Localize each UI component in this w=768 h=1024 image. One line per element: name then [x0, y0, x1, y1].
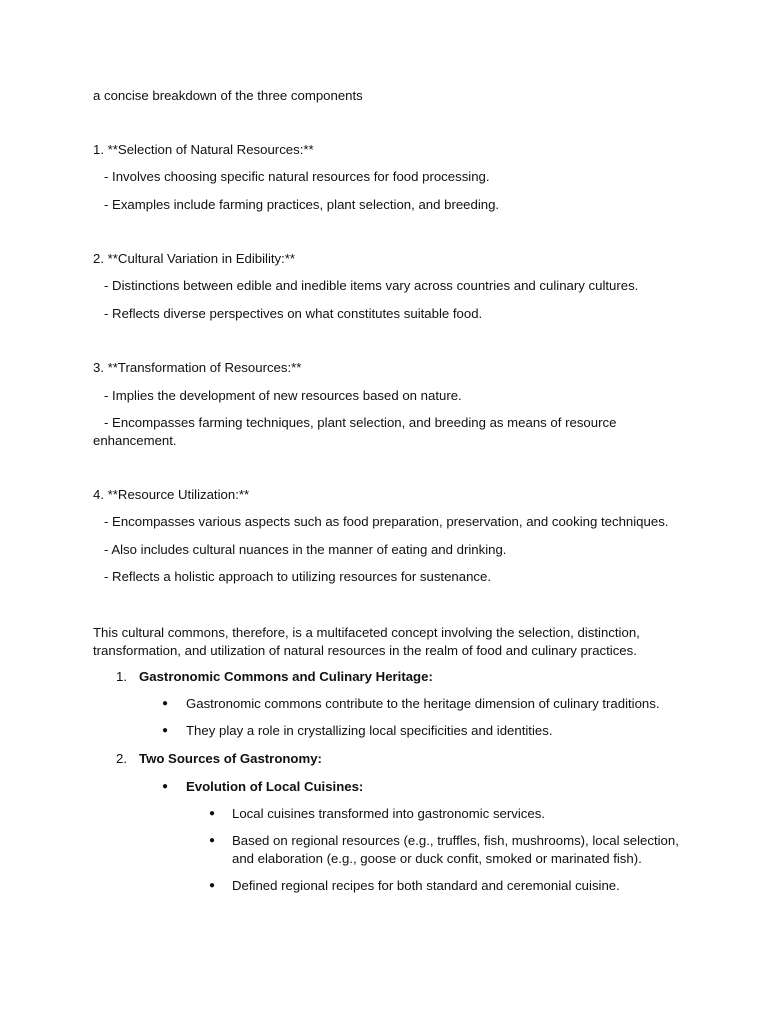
- section-2-item-2: - Reflects diverse perspectives on what constitutes suitable food.: [93, 306, 483, 321]
- section-4-item-3: - Reflects a holistic approach to utilizing resources for sustenance.: [93, 569, 492, 584]
- intro-line: a concise breakdown of the three components: [93, 88, 363, 103]
- list-item-2-subtitle: Evolution of Local Cuisines:: [186, 779, 364, 794]
- section-3-heading: 3. **Transformation of Resources:**: [93, 360, 302, 375]
- section-2-heading: 2. **Cultural Variation in Edibility:**: [93, 251, 296, 266]
- list-item-2-title: Two Sources of Gastronomy:: [139, 751, 322, 766]
- list-number-1: 1.: [116, 669, 127, 684]
- summary-paragraph: This cultural commons, therefore, is a multifaceted concept involving the selection, distinction, transformation, and utilization of natural resources in the realm of food and culinary practices.: [93, 625, 640, 658]
- section-3-item-2: - Encompasses farming techniques, plant selection, and breeding as means of resource enhancement.: [93, 415, 621, 448]
- section-1-heading: 1. **Selection of Natural Resources:**: [93, 142, 314, 157]
- bullet-icon: ●: [209, 880, 216, 891]
- bullet-icon: ●: [162, 725, 169, 736]
- list-number-2: 2.: [116, 751, 127, 766]
- list-item-1-title: Gastronomic Commons and Culinary Heritage:: [139, 669, 433, 684]
- bullet-icon: ●: [162, 698, 169, 709]
- bullet-icon: ●: [162, 781, 169, 792]
- list-item-1-bullet-2: They play a role in crystallizing local specificities and identities.: [186, 723, 553, 738]
- section-1-item-2: - Examples include farming practices, plant selection, and breeding.: [93, 197, 500, 212]
- list-item-1-bullet-1: Gastronomic commons contribute to the heritage dimension of culinary traditions.: [186, 696, 660, 711]
- section-4-item-1: - Encompasses various aspects such as food preparation, preservation, and cooking techniques.: [93, 514, 669, 529]
- list-item-2-subbullet-1: Local cuisines transformed into gastronomic services.: [232, 806, 545, 821]
- bullet-icon: ●: [209, 808, 216, 819]
- section-1-item-1: - Involves choosing specific natural resources for food processing.: [93, 169, 490, 184]
- section-2-item-1: - Distinctions between edible and inedible items vary across countries and culinary cultures.: [93, 278, 639, 293]
- section-4-heading: 4. **Resource Utilization:**: [93, 487, 250, 502]
- section-3-item-1: - Implies the development of new resources based on nature.: [93, 388, 462, 403]
- bullet-icon: ●: [209, 835, 216, 846]
- list-item-2-subbullet-3: Defined regional recipes for both standard and ceremonial cuisine.: [232, 878, 620, 893]
- section-4-item-2: - Also includes cultural nuances in the manner of eating and drinking.: [93, 542, 507, 557]
- list-item-2-subbullet-2: Based on regional resources (e.g., truffles, fish, mushrooms), local selection, and elaboration (e.g., goose or duck confit, smoked or marinated fish).: [232, 833, 679, 866]
